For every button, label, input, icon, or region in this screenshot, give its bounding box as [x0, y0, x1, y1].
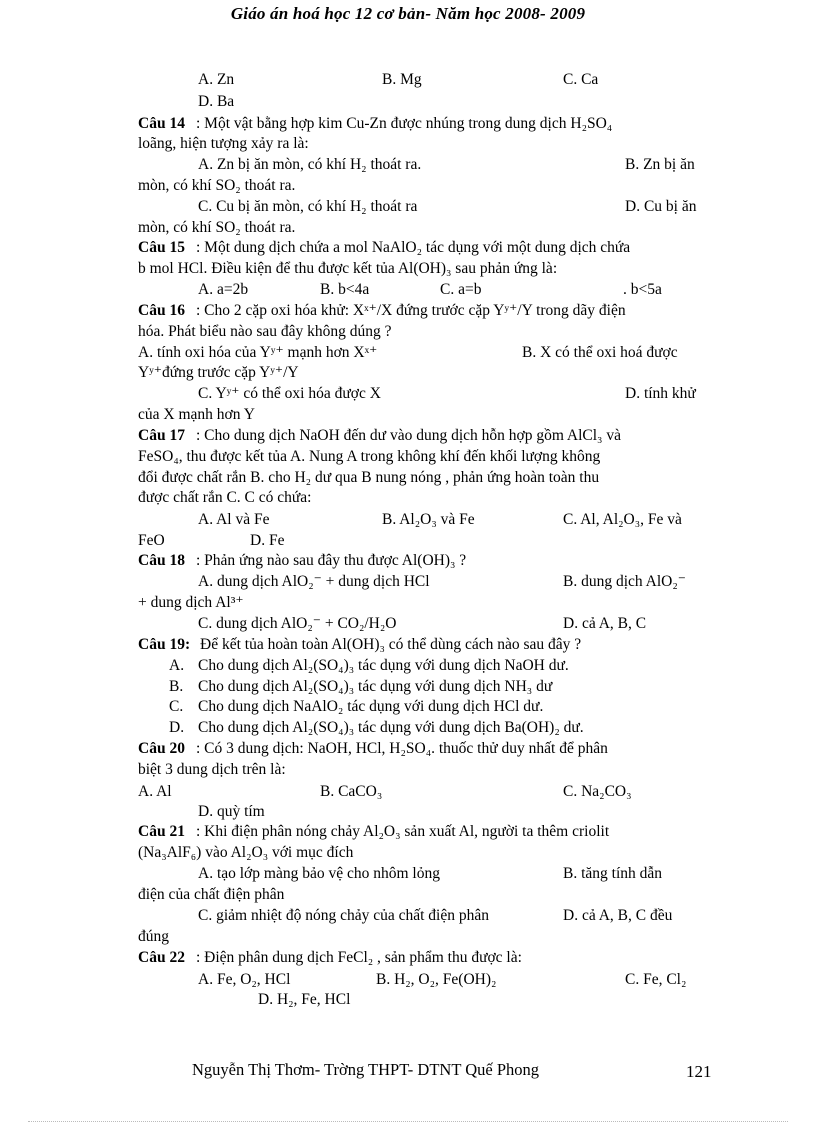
question-label: Câu 21 — [138, 823, 185, 840]
text-segment: B. tăng tính dẫn — [563, 865, 663, 882]
text-segment: C. Al, Al₂O₃, Fe và — [563, 511, 682, 528]
text-segment: D. cả A, B, C — [563, 615, 647, 632]
text-segment: Yʸ⁺đứng trước cặp Yʸ⁺/Y — [138, 364, 299, 381]
footer-author: Nguyễn Thị Thơm- Trờng THPT- DTNT Quế Phong — [192, 1060, 540, 1079]
text-segment: B. CaCO₃ — [320, 783, 383, 800]
text-segment: A. tính oxi hóa của Yʸ⁺ mạnh hơn Xˣ⁺ — [138, 344, 378, 361]
text-segment: được chất rắn C. C có chứa: — [138, 489, 312, 506]
text-segment: C. — [169, 698, 184, 715]
text-segment: D. cả A, B, C đều — [563, 907, 673, 924]
bottom-rule — [28, 1121, 788, 1122]
page-header: Giáo án hoá học 12 cơ bản- Năm học 2008- 2009 — [230, 4, 586, 23]
text-segment: điện của chất điện phân — [138, 886, 285, 903]
question-label: Câu 15 — [138, 239, 185, 256]
text-segment: : Một dung dịch chứa a mol NaAlO₂ tác dụng với một dung dịch chứa — [196, 239, 631, 256]
text-segment: b mol HCl. Điều kiện để thu được kết tủa Al(OH)₃ sau phản ứng là: — [138, 260, 558, 277]
text-segment: FeSO₄, thu được kết tủa A. Nung A trong không khí đến khối lượng không — [138, 448, 601, 465]
text-segment: . b<5a — [623, 281, 662, 298]
text-segment: B. Al₂O₃ và Fe — [382, 511, 475, 528]
text-segment: D. tính khử — [625, 385, 696, 402]
text-segment: D. Fe — [250, 532, 285, 549]
text-segment: Cho dung dịch Al₂(SO₄)₃ tác dụng với dung dịch NaOH dư. — [198, 657, 569, 674]
text-segment: D. — [169, 719, 185, 736]
text-segment: A. tạo lớp màng bảo vệ cho nhôm lỏng — [198, 865, 440, 882]
text-segment: A. a=2b — [198, 281, 249, 298]
text-segment: FeO — [138, 532, 165, 549]
text-segment: C. Cu bị ăn mòn, có khí H₂ thoát ra — [198, 198, 418, 215]
text-segment: C. a=b — [440, 281, 482, 298]
text-segment: : Khi điện phân nóng chảy Al₂O₃ sản xuất Al, người ta thêm criolit — [196, 823, 610, 840]
text-segment: D. Ba — [198, 93, 235, 110]
text-segment: : Cho dung dịch NaOH đến dư vào dung dịch hỗn hợp gồm AlCl₃ và — [196, 427, 621, 444]
text-segment: A. Al — [138, 783, 172, 800]
text-segment: B. Mg — [382, 71, 422, 88]
text-segment: : Phản ứng nào sau đây thu được Al(OH)₃ ? — [196, 552, 467, 569]
question-label: Câu 18 — [138, 552, 185, 569]
text-segment: Cho dung dịch NaAlO₂ tác dụng với dung dịch HCl dư. — [198, 698, 544, 715]
question-label: Câu 20 — [138, 740, 185, 757]
text-segment: : Có 3 dung dịch: NaOH, HCl, H₂SO₄. thuốc thử duy nhất để phân — [196, 740, 608, 757]
text-segment: hóa. Phát biểu nào sau đây không dúng ? — [138, 323, 392, 340]
text-segment: D. H₂, Fe, HCl — [258, 991, 351, 1008]
text-segment: đổi được chất rắn B. cho H₂ dư qua B nung nóng , phản ứng hoàn toàn thu — [138, 469, 600, 486]
text-segment: C. Ca — [563, 71, 599, 88]
text-segment: C. Yʸ⁺ có thể oxi hóa được X — [198, 385, 381, 402]
text-segment: đúng — [138, 928, 169, 945]
text-segment: biệt 3 dung dịch trên là: — [138, 761, 286, 778]
text-segment: Để kết tủa hoàn toàn Al(OH)₃ có thể dùng cách nào sau đây ? — [200, 636, 582, 653]
text-segment: B. Zn bị ăn — [625, 156, 695, 173]
text-segment: D. Cu bị ăn — [625, 198, 697, 215]
question-label: Câu 16 — [138, 302, 185, 319]
text-segment: (Na₃AlF₆) vào Al₂O₃ với mục đích — [138, 844, 354, 861]
question-label: Câu 22 — [138, 949, 185, 966]
text-segment: loãng, hiện tượng xảy ra là: — [138, 135, 309, 152]
text-segment: B. dung dịch AlO₂⁻ — [563, 573, 686, 590]
text-segment: B. H₂, O₂, Fe(OH)₂ — [376, 971, 497, 988]
text-segment: + dung dịch Al³⁺ — [138, 594, 244, 611]
question-label: Câu 19: — [138, 636, 191, 653]
text-segment: B. X có thể oxi hoá được — [522, 344, 678, 361]
text-segment: : Cho 2 cặp oxi hóa khử: Xˣ⁺/X đứng trước cặp Yʸ⁺/Y trong dãy điện — [196, 302, 626, 319]
text-segment: mòn, có khí SO₂ thoát ra. — [138, 219, 296, 236]
text-segment: : Một vật bằng hợp kim Cu-Zn được nhúng trong dung dịch H₂SO₄ — [196, 115, 613, 132]
text-segment: A. dung dịch AlO₂⁻ + dung dịch HCl — [198, 573, 430, 590]
question-label: Câu 14 — [138, 115, 185, 132]
text-segment: D. quỳ tím — [198, 803, 265, 820]
question-label: Câu 17 — [138, 427, 185, 444]
text-segment: A. Al và Fe — [198, 511, 270, 528]
text-segment: C. Fe, Cl₂ — [625, 971, 687, 988]
text-segment: A. Fe, O₂, HCl — [198, 971, 291, 988]
text-segment: A. Zn — [198, 71, 235, 88]
page-number: 121 — [686, 1062, 712, 1081]
text-segment: của X mạnh hơn Y — [138, 406, 255, 423]
text-segment: mòn, có khí SO₂ thoát ra. — [138, 177, 296, 194]
text-segment: Cho dung dịch Al₂(SO₄)₃ tác dụng với dung dịch Ba(OH)₂ dư. — [198, 719, 584, 736]
text-segment: Cho dung dịch Al₂(SO₄)₃ tác dụng với dung dịch NH₃ dư — [198, 678, 553, 695]
text-segment: C. Na₂CO₃ — [563, 783, 632, 800]
text-segment: C. giảm nhiệt độ nóng chảy của chất điện phân — [198, 907, 489, 924]
text-segment: B. b<4a — [320, 281, 370, 298]
text-segment: C. dung dịch AlO₂⁻ + CO₂/H₂O — [198, 615, 397, 632]
text-segment: : Điện phân dung dịch FeCl₂ , sản phẩm thu được là: — [196, 949, 522, 966]
text-segment: A. Zn bị ăn mòn, có khí H₂ thoát ra. — [198, 156, 422, 173]
text-segment: B. — [169, 678, 184, 695]
text-segment: A. — [169, 657, 185, 674]
